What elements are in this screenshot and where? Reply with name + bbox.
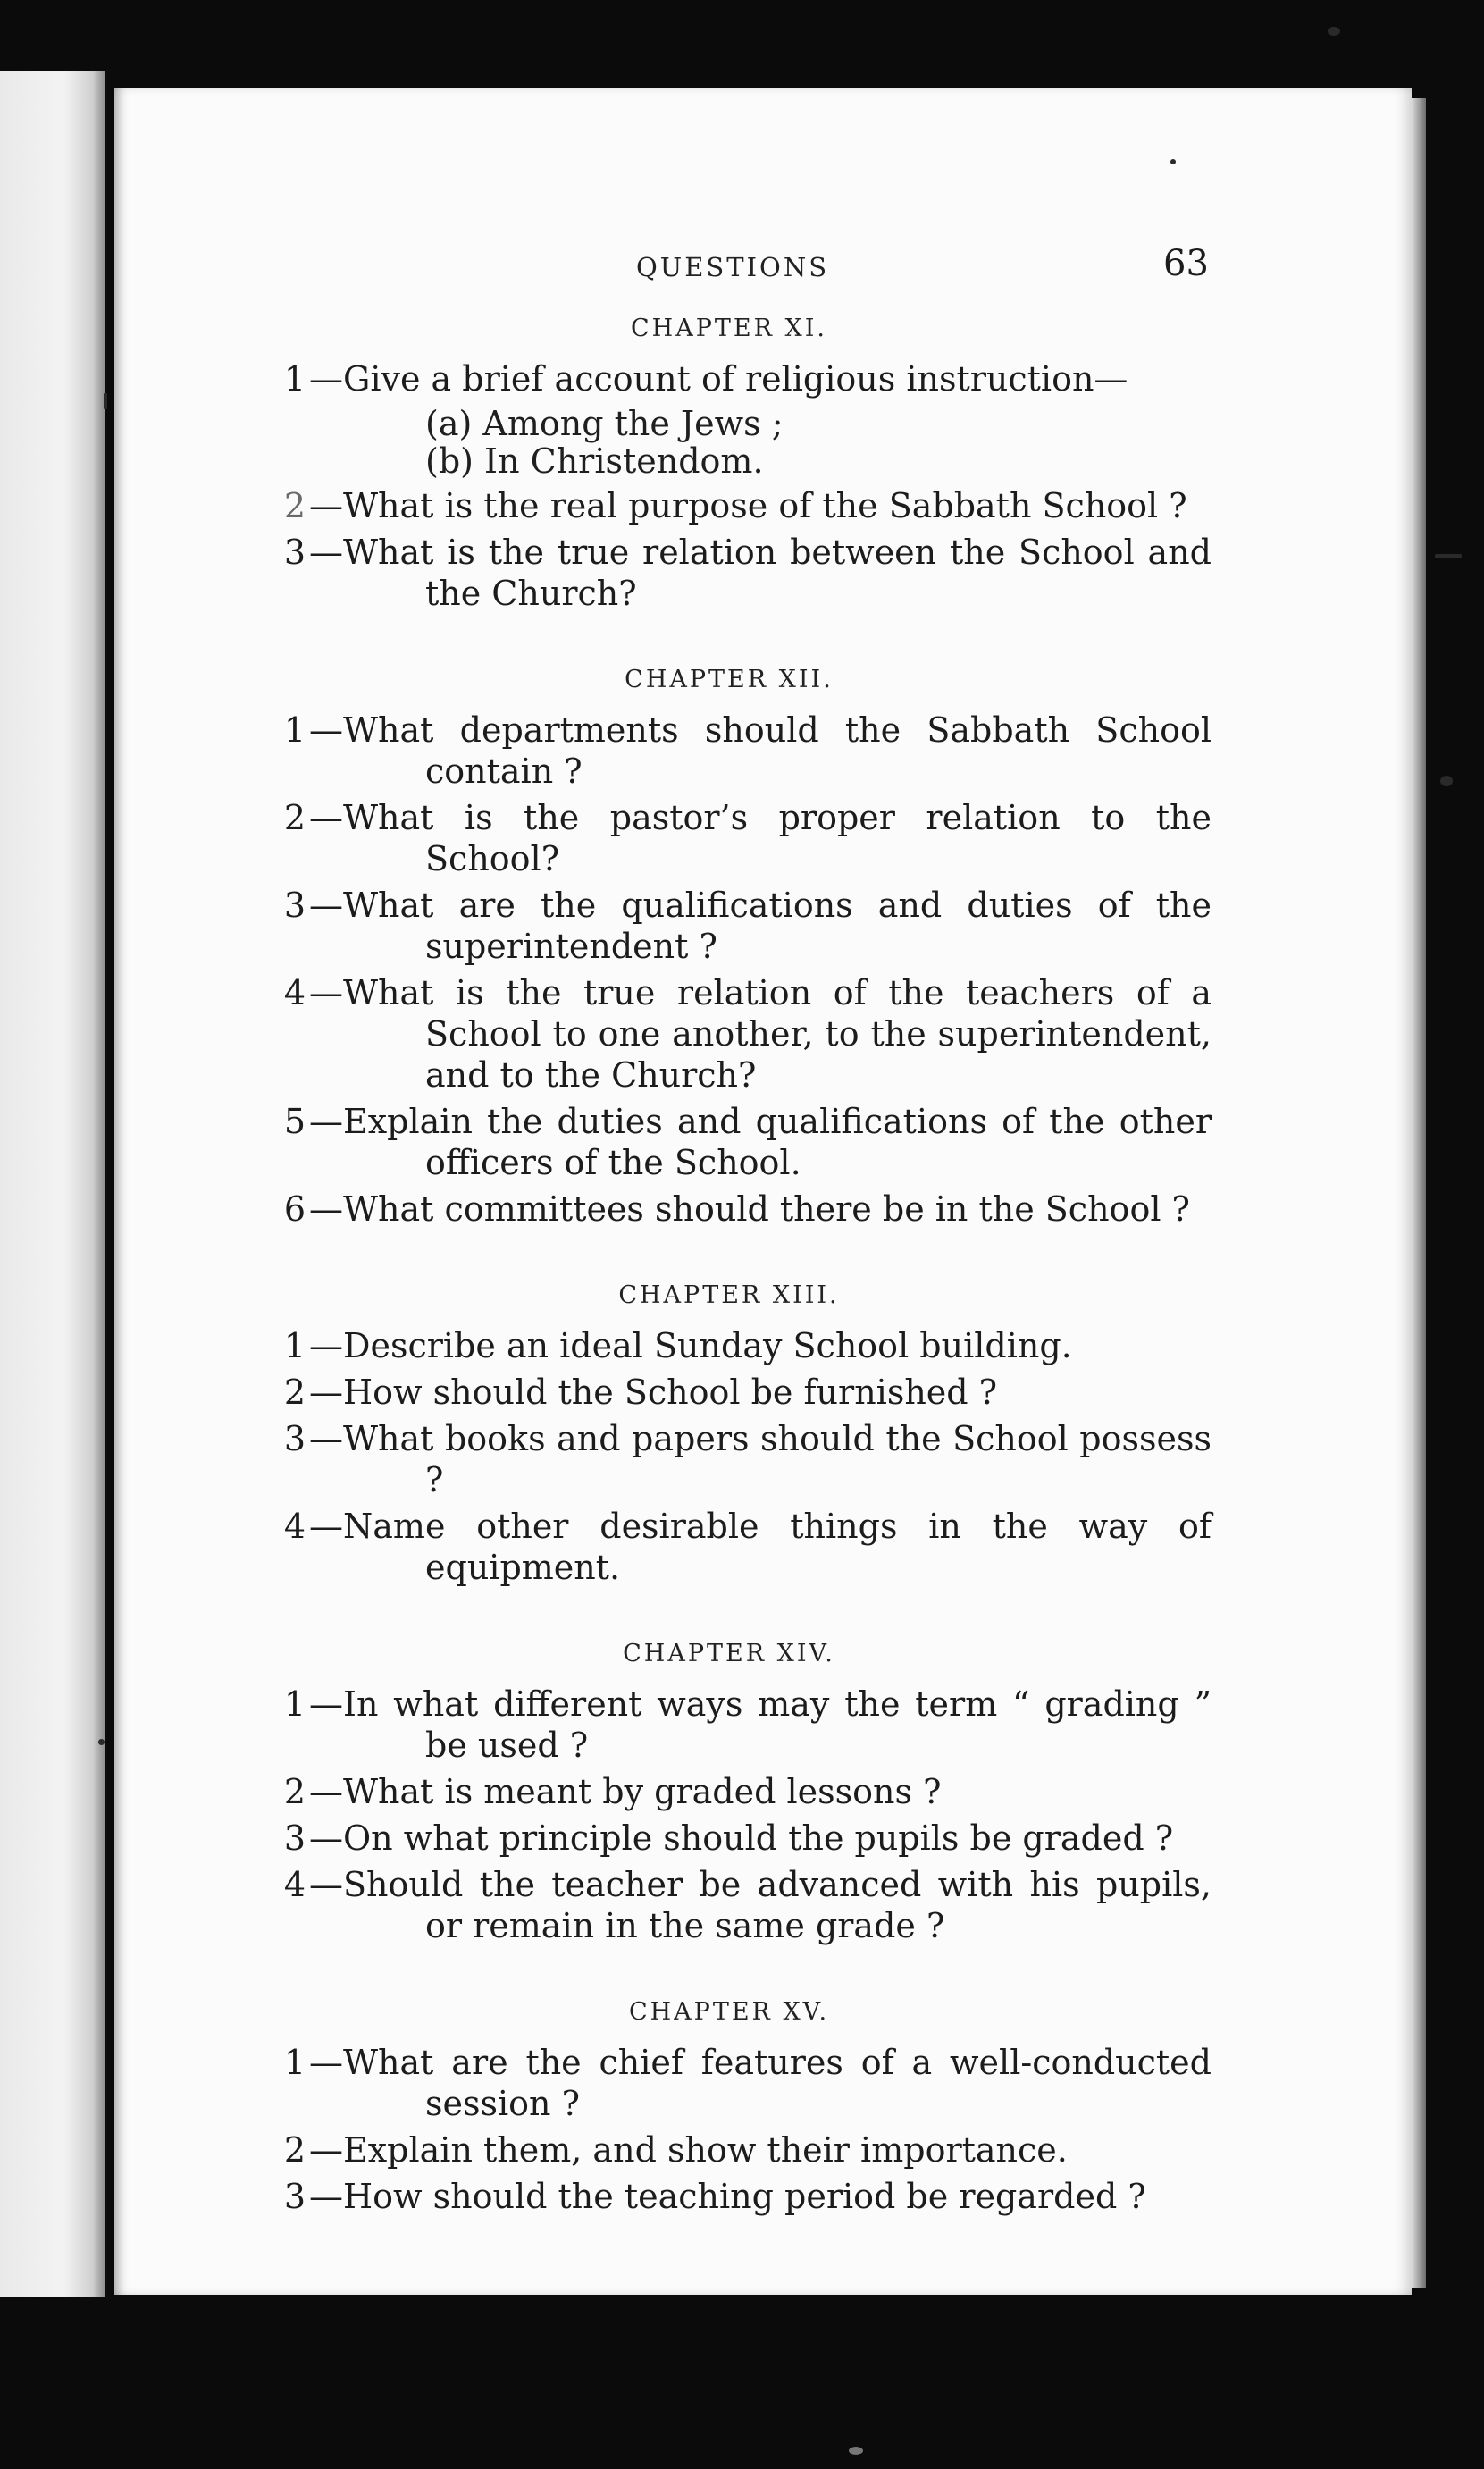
question-number: 2 [283,1373,306,1412]
question-number: 3 [283,886,306,925]
question-number: 3 [283,533,306,572]
chapter-heading: CHAPTER XV. [628,1998,830,2026]
question: 1 —What are the chief features of a well-conducted session ? [247,2042,1212,2124]
question: 6 —What committees should there be in the School ? [247,1188,1212,1230]
question-text: What is the true relation of the teachers of a School to one another, to the superintendent, and to the Church? [343,973,1212,1095]
question-number: 2 [283,486,306,525]
scan-speck [1435,554,1462,558]
question: 2 —Explain them, and show their importance. [247,2129,1212,2171]
question-subitem: (a) Among the Jews ; [425,404,784,443]
scan-speck [98,1739,105,1745]
question-number: 3 [283,2177,306,2216]
question-text: Should the teacher be advanced with his pupils, or remain in the same grade ? [343,1865,1212,1945]
scan-speck [1328,27,1340,36]
question-text: Give a brief account of religious instruction— [343,359,1128,399]
running-head: QUESTIONS [636,252,830,282]
question-text: What is the real purpose of the Sabbath School ? [343,486,1187,525]
question-number: 1 [283,2043,306,2082]
question-number: 2 [283,2130,306,2170]
scan-speck [849,2447,863,2455]
left-page-edge [0,71,105,2297]
question: 2 —What is the real purpose of the Sabbath School ? [247,485,1212,526]
question: 1 —Describe an ideal Sunday School building. [247,1325,1212,1366]
question-number: 4 [283,973,306,1012]
question-number: 6 [283,1189,306,1229]
question-number: 1 [283,359,306,399]
question-number: 1 [283,1326,306,1365]
scan-speck [1170,159,1176,164]
chapter-section [247,666,1212,1230]
question-text: What are the qualifications and duties of the superintendent ? [343,886,1212,966]
chapter-section [247,315,1212,614]
question-text: What are the chief features of a well-conducted session ? [343,2043,1212,2123]
chapter-heading: CHAPTER XIII. [618,1281,840,1309]
question-text: How should the teaching period be regarded ? [343,2177,1146,2216]
question: 3 —How should the teaching period be regarded ? [247,2176,1212,2217]
question: 2 —What is meant by graded lessons ? [247,1771,1212,1812]
question: 1 —What departments should the Sabbath School contain ? [247,710,1212,792]
question-number: 3 [283,1818,306,1858]
chapter-section [247,1281,1212,1588]
chapter-section [247,1640,1212,1946]
question-text: What committees should there be in the School ? [343,1189,1190,1229]
question-number: 4 [283,1507,306,1546]
question-number: 1 [283,1684,306,1724]
question: 1 —Give a brief account of religious instruction— [247,358,1212,399]
question: 2 —What is the pastor’s proper relation to the School? [247,797,1212,879]
scan-speck [104,393,107,409]
question: 3 —On what principle should the pupils be graded ? [247,1818,1212,1859]
question-text: Explain them, and show their importance. [343,2130,1068,2170]
question-text: What is the true relation between the School and the Church? [343,533,1212,613]
right-page-edge [1412,98,1426,2288]
chapter-heading: CHAPTER XIV. [623,1640,835,1667]
question-number: 2 [283,1772,306,1811]
question: 1 —In what different ways may the term “ grading ” be used ? [247,1684,1212,1766]
question: 5 —Explain the duties and qualifications of the other officers of the School. [247,1101,1212,1183]
question: 4 —Name other desirable things in the way of equipment. [247,1506,1212,1588]
question-number: 1 [283,710,306,750]
question-text: What is meant by graded lessons ? [343,1772,942,1811]
question-text: How should the School be furnished ? [343,1373,998,1412]
question-number: 4 [283,1865,306,1904]
question: 4 —Should the teacher be advanced with his pupils, or remain in the same grade ? [247,1864,1212,1946]
chapter-heading: CHAPTER XI. [631,315,827,342]
question-number: 3 [283,1419,306,1458]
page-number: 63 [1163,243,1209,284]
question-text: What is the pastor’s proper relation to the School? [343,798,1212,878]
question-number: 5 [283,1102,306,1141]
question-text: In what different ways may the term “ grading ” be used ? [343,1684,1212,1765]
question-number: 2 [283,798,306,837]
chapter-heading: CHAPTER XII. [625,666,834,693]
question-text: Explain the duties and qualifications of the other officers of the School. [343,1102,1212,1182]
scan-speck [1440,776,1453,786]
question-text: Describe an ideal Sunday School building. [343,1326,1072,1365]
question: 2 —How should the School be furnished ? [247,1372,1212,1413]
question: 3 —What are the qualifications and duties of the superintendent ? [247,885,1212,967]
question-subitem: (b) In Christendom. [425,441,764,481]
question-text: On what principle should the pupils be graded ? [343,1818,1174,1858]
question-text: Name other desirable things in the way of equipment. [343,1507,1212,1587]
questions-content [247,315,1212,2269]
question: 4 —What is the true relation of the teachers of a School to one another, to the superintendent, and to the Church? [247,972,1212,1096]
question-text: What departments should the Sabbath School contain ? [343,710,1212,791]
chapter-section [247,1998,1212,2217]
question-text: What books and papers should the School possess ? [343,1419,1212,1499]
question: 3 —What books and papers should the School possess ? [247,1418,1212,1500]
question: 3 —What is the true relation between the School and the Church? [247,532,1212,614]
